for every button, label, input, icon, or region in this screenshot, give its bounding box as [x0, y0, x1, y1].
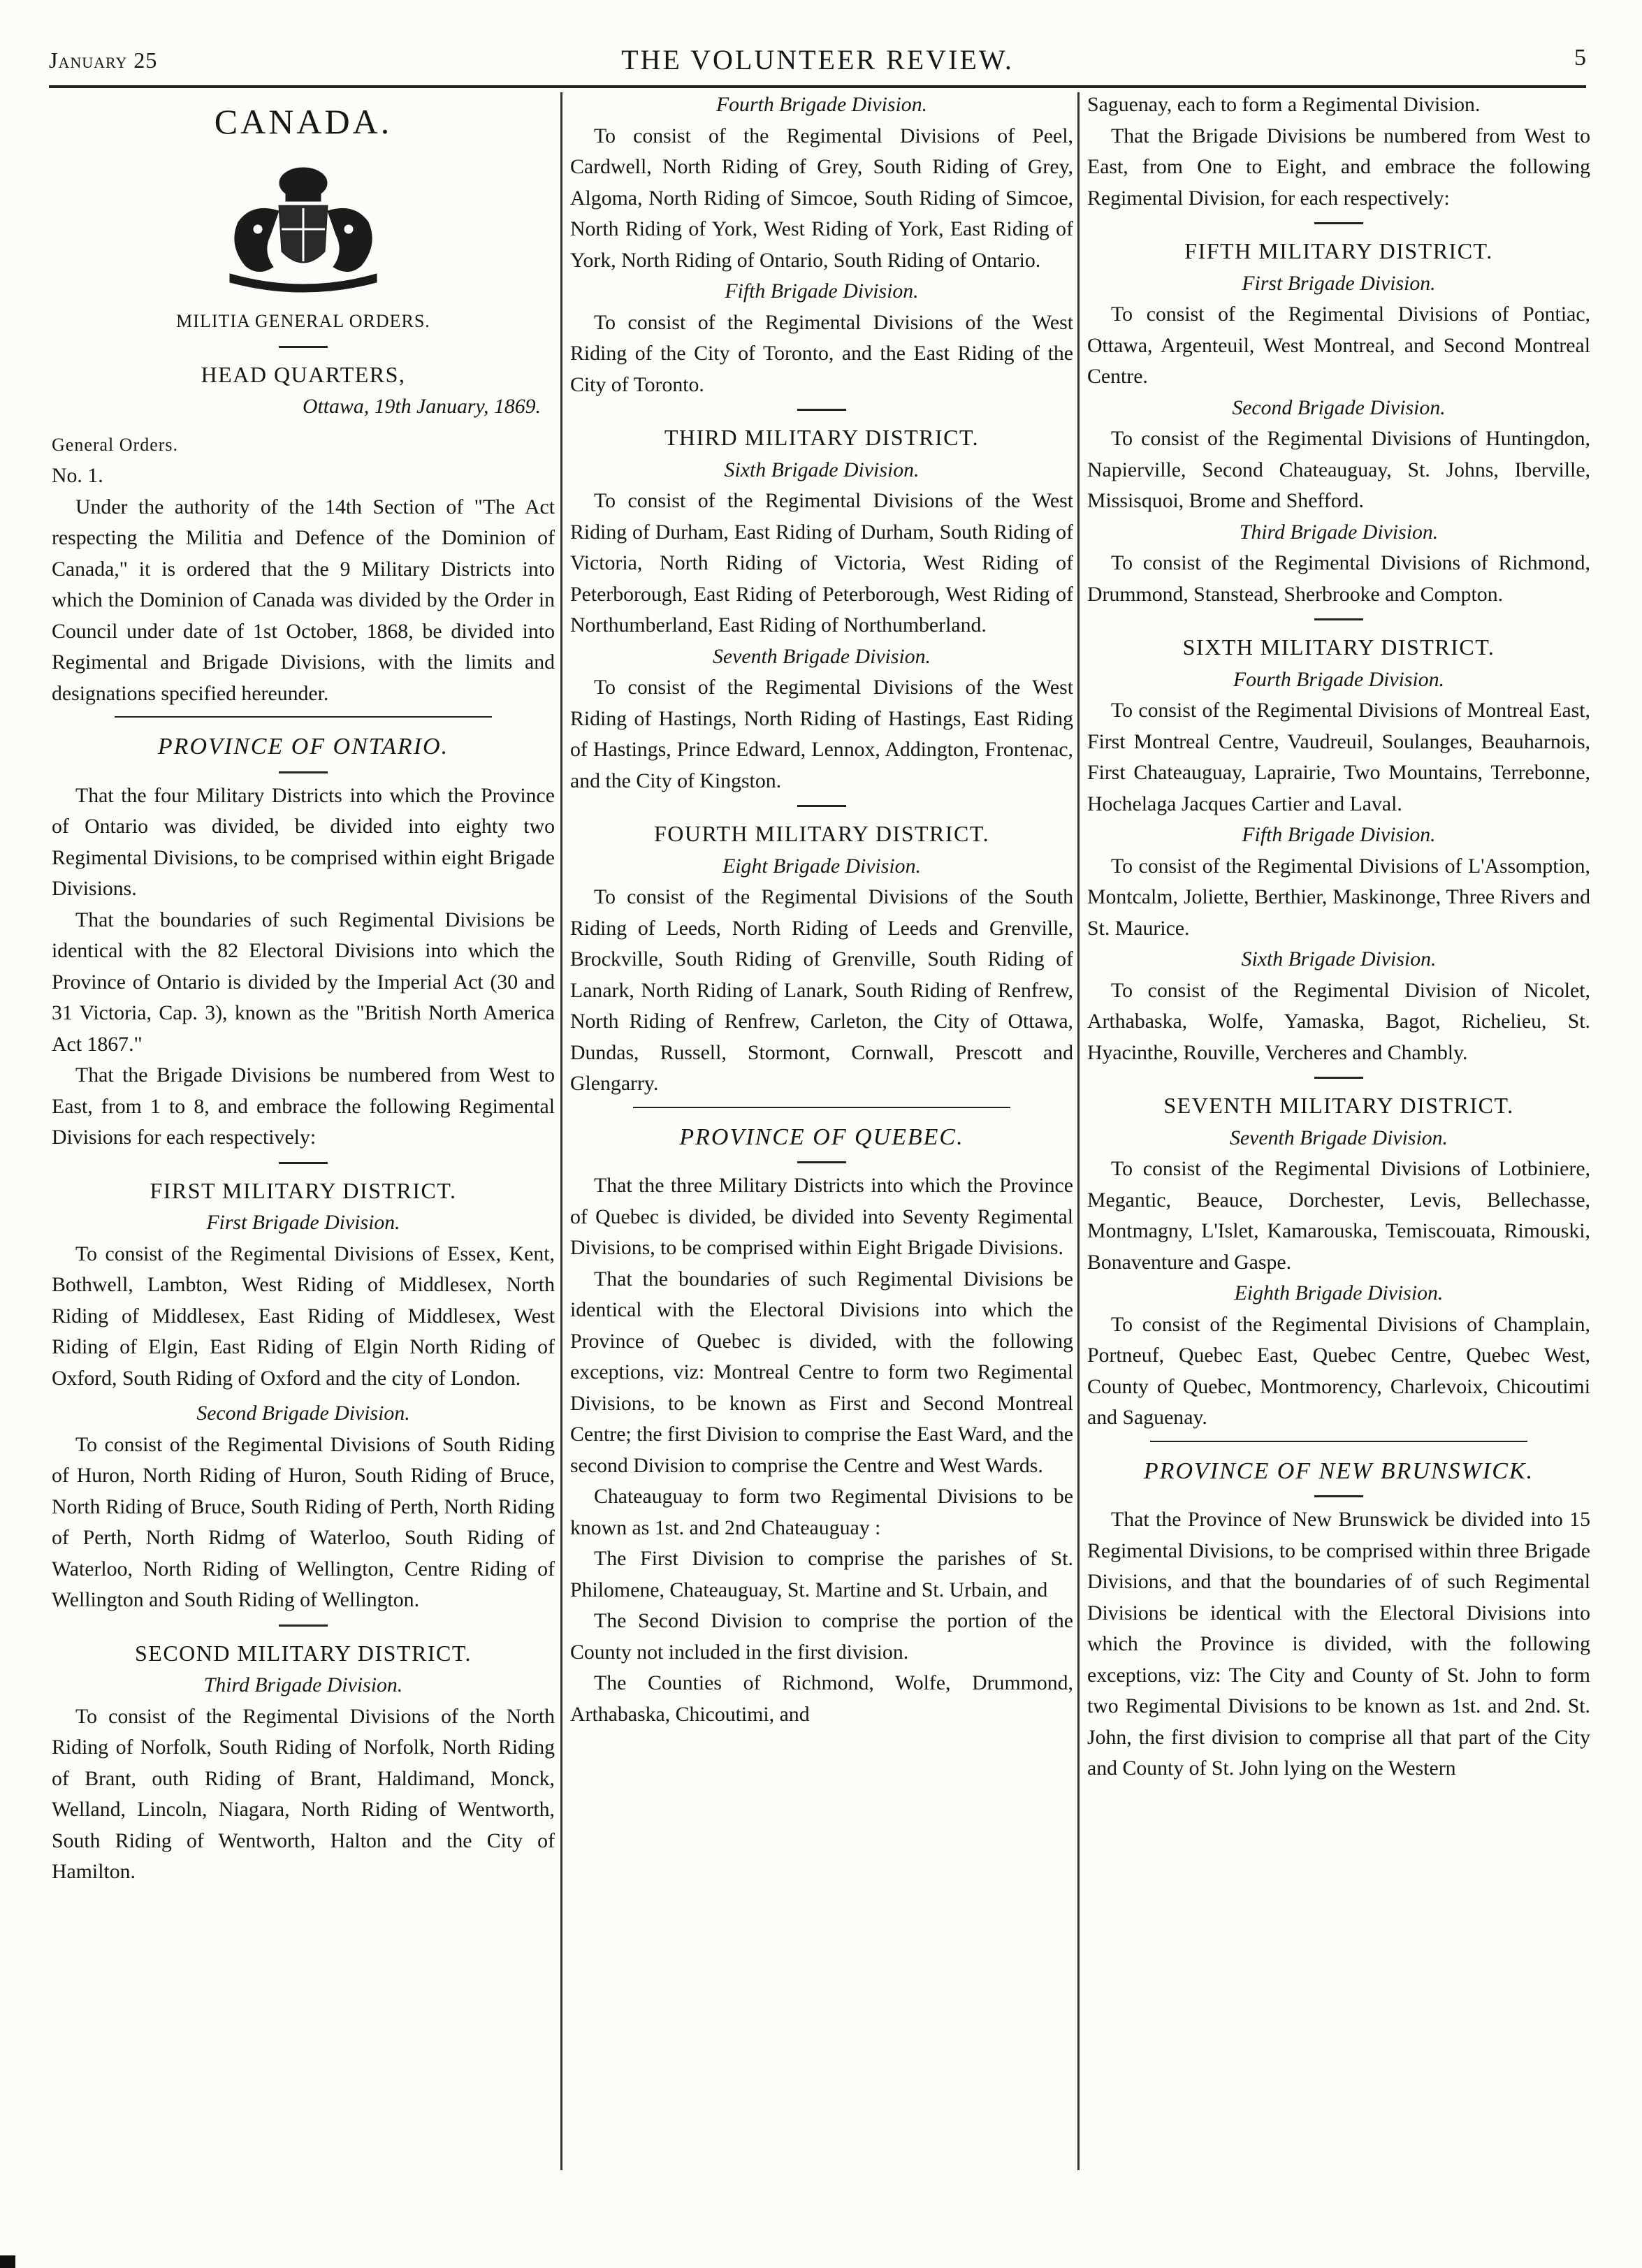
divider [1314, 1077, 1363, 1079]
orders-label: General Orders. [52, 434, 179, 455]
paragraph: To consist of the Regimental Divisions of the North Riding of Norfolk, South Riding of Norfolk, North Riding of Brant, outh Riding of Brant, Haldimand, Monck, Welland, Lincoln, Niagara, North Riding of Wentworth, South Riding of Wentworth, Halton and the City of Hamilton. [52, 1704, 555, 1883]
column-rule [1077, 92, 1080, 2170]
paragraph: To consist of the Regimental Divisions of Essex, Kent, Bothwell, Lambton, West Riding of Middlesex, North Riding of Middlesex, East Riding of Middlesex, West Riding of Elgin, East Riding of Elgin North Riding of Oxford, South Riding of Oxford and the city of London. [52, 1242, 555, 1390]
paragraph: To consist of the Regimental Divisions of Huntingdon, Napierville, Second Chateauguay, St. Johns, Iberville, Missisquoi, Brome and Shefford. [1087, 427, 1590, 512]
paragraph: That the Brigade Divisions be numbered from West to East, from 1 to 8, and embrace the following Regimental Divisions for each respectively: [52, 1063, 555, 1149]
paragraph: Saguenay, each to form a Regimental Division. [1087, 93, 1481, 116]
brigade-heading: Second Brigade Division. [1232, 395, 1446, 419]
brigade-heading: Fourth Brigade Division. [1233, 667, 1445, 691]
brigade-heading: Seventh Brigade Division. [1230, 1126, 1448, 1149]
divider [279, 1624, 328, 1627]
province-heading: PROVINCE OF ONTARIO. [157, 734, 449, 759]
paragraph: That the four Military Districts into which the Province of Ontario was divided, be divided into eighty two Regimental Divisions, to be comprised within eight Brigade Divisions. [52, 783, 555, 900]
paragraph: To consist of the Regimental Divisions of the West Riding of Durham, East Riding of Durham, South Riding of Victoria, North Riding of Victoria, West Riding of Peterborough, East Riding of Peterborough, West Riding of Northumberland, East Riding of Northumberland. [570, 489, 1073, 637]
district-heading: THIRD MILITARY DISTRICT. [664, 425, 980, 450]
province-heading: PROVINCE OF QUEBEC. [679, 1124, 964, 1150]
divider [279, 346, 328, 348]
dateline: Ottawa, 19th January, 1869. [302, 395, 541, 418]
brigade-heading: First Brigade Division. [1242, 271, 1436, 295]
district-heading: FIFTH MILITARY DISTRICT. [1184, 238, 1493, 263]
paragraph: To consist of the Regimental Divisions of Peel, Cardwell, North Riding of Grey, South Riding of Grey, Algoma, North Riding of Simcoe, South Riding of Simcoe, North Riding of York, West Riding of York, East Riding of York, North Riding of Ontario, South Riding of Ontario. [570, 124, 1073, 272]
divider [1314, 222, 1363, 224]
hq-heading: HEAD QUARTERS, [201, 361, 406, 387]
column-2 [570, 89, 1073, 2184]
paragraph: To consist of the Regimental Division of Nicolet, Arthabaska, Wolfe, Yamaska, Bagot, Richelieu, St. Hyacinthe, Rouville, Vercheres and Chambly. [1087, 978, 1590, 1064]
brigade-heading: Third Brigade Division. [1239, 520, 1439, 544]
divider [797, 805, 846, 807]
brigade-heading: Sixth Brigade Division. [1241, 947, 1437, 971]
brigade-heading: Fifth Brigade Division. [1242, 823, 1436, 846]
issue-date: January 25 [49, 48, 158, 73]
brigade-heading: Eight Brigade Division. [722, 854, 921, 878]
paragraph: To consist of the Regimental Divisions of Champlain, Portneuf, Quebec East, Quebec Centre, Quebec West, County of Quebec, Montmorency, Charlevoix, Chicoutimi and Saguenay. [1087, 1312, 1590, 1429]
paragraph: To consist of the Regimental Divisions of the West Riding of the City of Toronto, and the East Riding of the City of Toronto. [570, 310, 1073, 396]
order-number: No. 1. [52, 464, 103, 487]
divider [633, 1107, 1010, 1108]
divider [279, 1162, 328, 1164]
district-heading: FIRST MILITARY DISTRICT. [150, 1177, 457, 1203]
paragraph: That the boundaries of such Regimental Divisions be identical with the 82 Electoral Divisions into which the Province of Ontario is divided by the Imperial Act (30 and 31 Victoria, Cap. 3), known as the "British North America Act 1867." [52, 908, 555, 1056]
divider [1150, 1441, 1527, 1442]
column-rule [560, 92, 562, 2170]
paragraph: To consist of the Regimental Divisions of Montreal East, First Montreal Centre, Vaudreuil, Soulanges, Beauharnois, First Chateauguay, Laprairie, Two Mountains, Terrebonne, Hochelaga Jacques Cartier and Laval. [1087, 699, 1590, 815]
brigade-heading: Sixth Brigade Division. [724, 458, 920, 481]
paragraph: To consist of the Regimental Divisions of Lotbiniere, Megantic, Beauce, Dorchester, Levis, Bellechasse, Montmagny, L'Islet, Kamarouska, Temiscouata, Rimouski, Bonaventure and Gaspe. [1087, 1157, 1590, 1274]
paragraph: To consist of the Regimental Divisions of Richmond, Drummond, Stanstead, Sherbrooke and Compton. [1087, 551, 1590, 606]
page-number: 5 [1574, 45, 1586, 71]
column-1 [52, 89, 555, 2184]
corner-mark [0, 2255, 15, 2268]
divider [797, 409, 846, 411]
paragraph: To consist of the Regimental Divisions of the West Riding of Hastings, North Riding of Hastings, East Riding of Hastings, Prince Edward, Lennox, Addington, Frontenac, and the City of Kingston. [570, 676, 1073, 792]
paragraph: The First Division to comprise the parishes of St. Philomene, Chateauguay, St. Martine and St. Urbain, and [570, 1547, 1073, 1601]
brigade-heading: First Brigade Division. [206, 1211, 400, 1234]
paragraph: That the Province of New Brunswick be divided into 15 Regimental Divisions, to be comprised within three Brigade Divisions, and that the boundaries of of such Regimental Divisions be identical with the Electoral Divisions into which the Province is divided, with the following exceptions, viz: The City and County of St. John to form two Regimental Divisions to be known as 1st. and 2nd. St. John, the first division to comprise all that part of the City and County of St. John lying on the Western [1087, 1508, 1590, 1780]
brigade-heading: Fourth Brigade Division. [715, 93, 928, 116]
paragraph: The Counties of Richmond, Wolfe, Drummond, Arthabaska, Chicoutimi, and [570, 1671, 1073, 1726]
coat-of-arms-icon [188, 162, 419, 295]
paragraph: That the three Military Districts into which the Province of Quebec is divided, be divided into Seventy Regimental Divisions, to be comprised within Eight Brigade Divisions. [570, 1174, 1073, 1259]
paragraph: Chateauguay to form two Regimental Divisions to be known as 1st. and 2nd Chateauguay : [570, 1485, 1073, 1539]
paragraph: That the Brigade Divisions be numbered from West to East, from One to Eight, and embrace the following Regimental Division, for each respectively: [1087, 124, 1590, 210]
paragraph: To consist of the Regimental Divisions of L'Assomption, Montcalm, Joliette, Berthier, Maskinonge, Three Rivers and St. Maurice. [1087, 854, 1590, 940]
divider [115, 716, 492, 718]
orders-heading: MILITIA GENERAL ORDERS. [176, 311, 430, 331]
divider [1314, 1495, 1363, 1497]
paragraph: To consist of the Regimental Divisions of South Riding of Huron, North Riding of Huron, South Riding of Bruce, North Riding of Bruce, South Riding of Perth, North Riding of Perth, North Ridmg of Waterloo, South Riding of Waterloo, North Riding of Wellington, Centre Riding of Wellington and South Riding of Wellington. [52, 1432, 555, 1611]
header-rule [49, 85, 1586, 88]
paragraph: To consist of the Regimental Divisions of the South Riding of Leeds, North Riding of Leeds and Grenville, Brockville, South Riding of Grenville, South Riding of Lanark, North Riding of Lanark, South Riding of Renfrew, North Riding of Renfrew, Carleton, the City of Ottawa, Dundas, Russell, Stormont, Cornwall, Prescott and Glengarry. [570, 885, 1073, 1095]
page-header [49, 41, 1586, 82]
district-heading: SEVENTH MILITARY DISTRICT. [1163, 1093, 1514, 1118]
brigade-heading: Third Brigade Division. [203, 1673, 403, 1696]
brigade-heading: Seventh Brigade Division. [713, 644, 931, 668]
paragraph: The Second Division to comprise the portion of the County not included in the first division. [570, 1609, 1073, 1664]
province-heading: PROVINCE OF NEW BRUNSWICK. [1143, 1458, 1534, 1484]
paragraph: Under the authority of the 14th Section of "The Act respecting the Militia and Defence of the Dominion of Canada," it is ordered that the 9 Military Districts into which the Dominion of Canada was divided by the Order in Council under date of 1st October, 1868, be divided into Regimental and Brigade Divisions, with the limits and designations specified hereunder. [52, 495, 555, 705]
section-title: CANADA. [214, 102, 393, 141]
district-heading: SECOND MILITARY DISTRICT. [134, 1640, 472, 1666]
column-3 [1087, 89, 1590, 2184]
paragraph: That the boundaries of such Regimental Divisions be identical with the Electoral Divisions into which the Province of Quebec is divided, with the following exceptions, viz: Montreal Centre to form two Regimental Divisions, to be known as First and Second Montreal Centre; the first Division to comprise the East Ward, and the second Division to comprise the Centre and West Wards. [570, 1267, 1073, 1477]
divider [797, 1161, 846, 1163]
divider [279, 771, 328, 773]
brigade-heading: Fifth Brigade Division. [725, 279, 919, 303]
divider [1314, 618, 1363, 620]
brigade-heading: Eighth Brigade Division. [1234, 1281, 1444, 1304]
district-heading: FOURTH MILITARY DISTRICT. [653, 821, 990, 846]
paragraph: To consist of the Regimental Divisions of Pontiac, Ottawa, Argenteuil, West Montreal, and Second Montreal Centre. [1087, 303, 1590, 388]
district-heading: SIXTH MILITARY DISTRICT. [1182, 634, 1495, 660]
brigade-heading: Second Brigade Division. [196, 1402, 410, 1425]
publication-title: THE VOLUNTEER REVIEW. [621, 44, 1014, 75]
